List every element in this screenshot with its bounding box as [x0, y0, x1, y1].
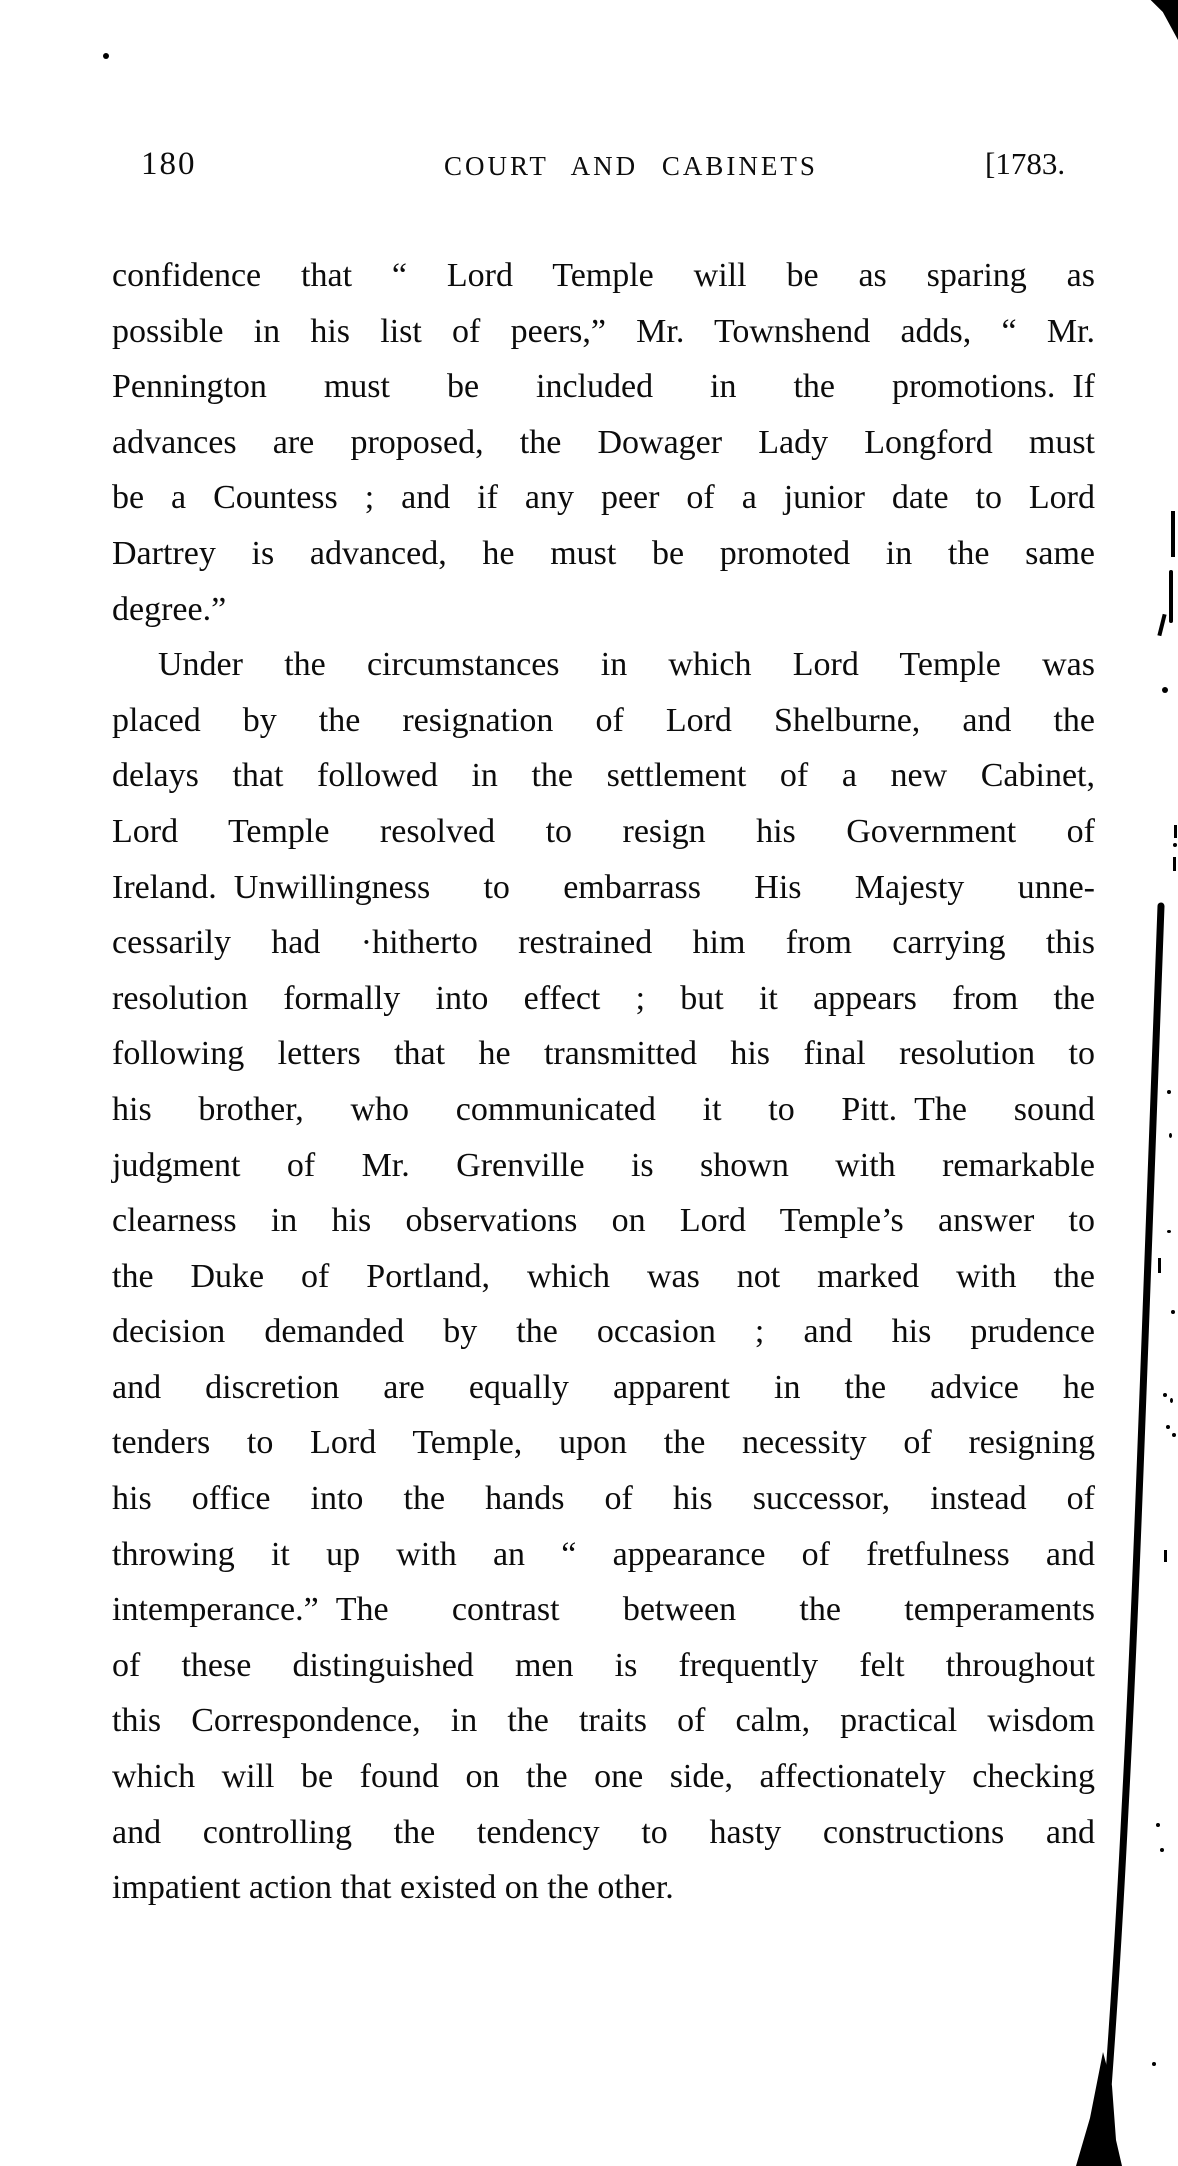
text-line: advances are proposed, the Dowager Lady Longford must: [112, 423, 1095, 461]
ink-speck: [1172, 1433, 1176, 1437]
text-line: clearness in his observations on Lord Temple’s answer to: [112, 1202, 1095, 1240]
page-header: [0, 146, 1178, 192]
text-line: possible in his list of peers,” Mr. Townshend adds, “ Mr.: [112, 312, 1095, 350]
margin-mark: [1174, 825, 1177, 838]
text-line: Lord Temple resolved to resign his Government of: [112, 812, 1095, 850]
body-text: [112, 248, 1095, 1916]
text-line: Pennington must be included in the promotions. If: [112, 368, 1095, 406]
text-line: degree.”: [112, 590, 227, 628]
margin-mark: [1169, 570, 1173, 623]
ink-speck: [1166, 1425, 1170, 1429]
ink-speck: [1173, 843, 1177, 847]
text-line: intemperance.” The contrast between the temperaments: [112, 1591, 1095, 1629]
scan-corner-mark: [1140, 0, 1178, 40]
ink-speck: [1167, 1230, 1171, 1233]
text-line: Dartrey is advanced, he must be promoted in the same: [112, 534, 1095, 572]
ink-speck: [1163, 1393, 1167, 1397]
text-line: impatient action that existed on the other.: [112, 1869, 674, 1907]
margin-mark: [1173, 857, 1176, 871]
text-line: tenders to Lord Temple, upon the necessity of resigning: [112, 1424, 1095, 1462]
ink-speck: [1170, 1398, 1173, 1403]
ink-speck: [1162, 687, 1168, 693]
text-line: be a Countess ; and if any peer of a junior date to Lord: [112, 479, 1095, 517]
text-line: confidence that “ Lord Temple will be as sparing as: [112, 257, 1095, 294]
text-line: decision demanded by the occasion ; and his prudence: [112, 1313, 1095, 1351]
ink-speck: [1160, 1848, 1164, 1852]
text-line: resolution formally into effect ; but it appears from the: [112, 979, 1095, 1017]
text-line: Under the circumstances in which Lord Temple was: [158, 646, 1095, 684]
ink-speck: [1171, 1310, 1175, 1314]
margin-mark: [1157, 614, 1166, 636]
text-line: Ireland. Unwillingness to embarrass His Majesty unne-: [112, 868, 1095, 906]
text-line: his office into the hands of his successor, instead of: [112, 1480, 1095, 1518]
text-line: of these distinguished men is frequently felt throughout: [112, 1646, 1095, 1684]
text-line: throwing it up with an “ appearance of fretfulness and: [112, 1535, 1095, 1573]
text-line: delays that followed in the settlement of a new Cabinet,: [112, 757, 1095, 795]
ink-speck: [1152, 2062, 1156, 2066]
running-title: COURT AND CABINETS: [444, 151, 818, 181]
text-line: following letters that he transmitted his final resolution to: [112, 1035, 1095, 1073]
text-line: the Duke of Portland, which was not marked with the: [112, 1257, 1095, 1295]
text-line: this Correspondence, in the traits of calm, practical wisdom: [112, 1702, 1095, 1740]
text-line: cessarily had ·hitherto restrained him from carrying this: [112, 924, 1095, 962]
ink-speck: [1167, 1090, 1171, 1094]
ink-dot: [103, 53, 109, 59]
text-line: his brother, who communicated it to Pitt. The sound: [112, 1090, 1095, 1128]
margin-mark: [1171, 511, 1175, 557]
text-line: placed by the resignation of Lord Shelburne, and the: [112, 701, 1095, 739]
ink-speck: [1164, 1550, 1167, 1562]
header-date: [1783.: [985, 146, 1066, 181]
ink-speck: [1158, 1258, 1161, 1273]
text-line: judgment of Mr. Grenville is shown with remarkable: [112, 1146, 1095, 1184]
text-line: and controlling the tendency to hasty constructions and: [112, 1813, 1095, 1851]
text-line: and discretion are equally apparent in the advice he: [112, 1368, 1095, 1406]
ink-speck: [1169, 1133, 1172, 1138]
text-line: which will be found on the one side, affectionately checking: [112, 1758, 1095, 1796]
ink-speck: [1156, 1823, 1160, 1827]
page-number: 180: [141, 146, 197, 182]
